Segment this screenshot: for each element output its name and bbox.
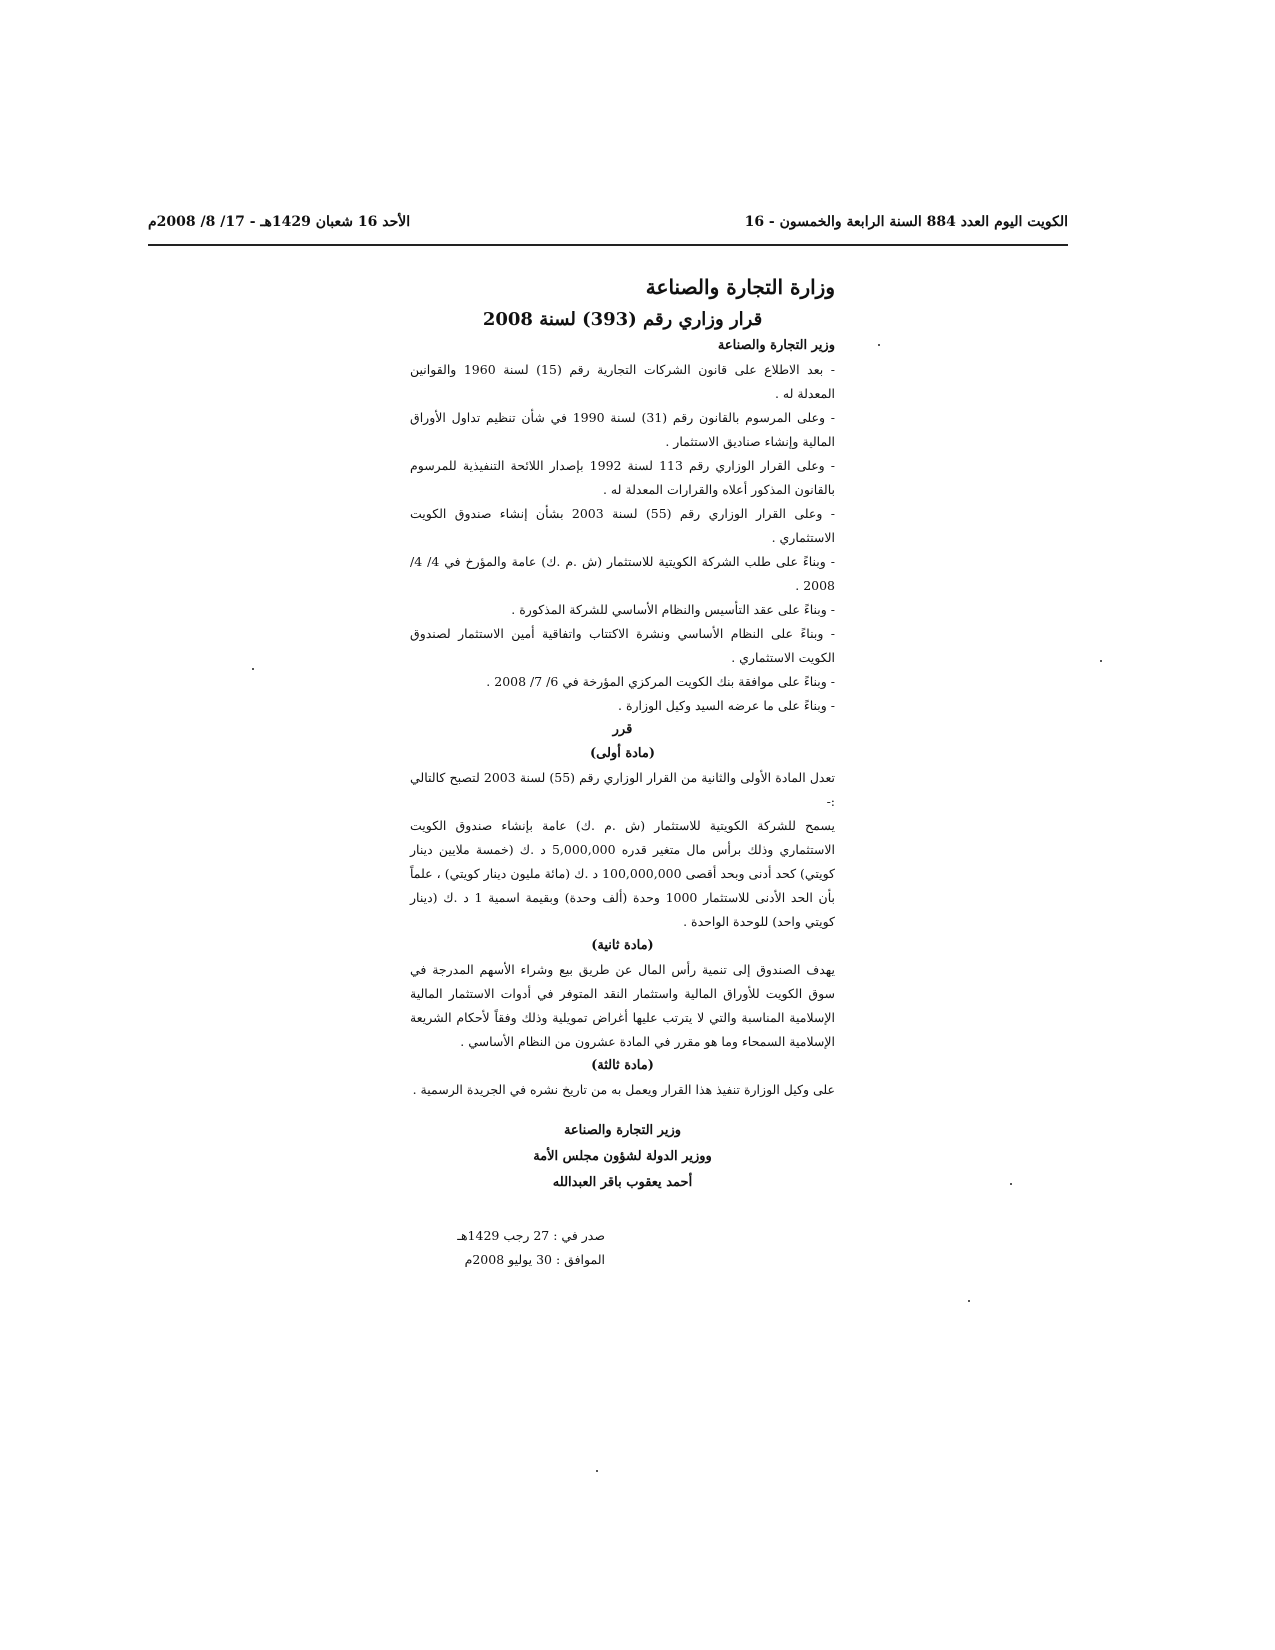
decree-title: قرار وزاري رقم (393) لسنة 2008 (482, 309, 763, 330)
preamble-item: - وبناءً على موافقة بنك الكويت المركزي المؤرخة في 6/ 7/ 2008 . (486, 674, 835, 689)
preamble-item: - وعلى القرار الوزاري رقم 113 لسنة 1992 بإصدار اللائحة التنفيذية للمرسوم بالقانون المذكور أعلاه والقرارات المعدلة له . (410, 458, 835, 497)
scan-speck (968, 1300, 970, 1302)
article3-body: على وكيل الوزارة تنفيذ هذا القرار ويعمل به من تاريخ نشره في الجريدة الرسمية . (412, 1082, 835, 1097)
article1-body: يسمح للشركة الكويتية للاستثمار (ش .م .ك) عامة بإنشاء صندوق الكويت الاستثماري وذلك برأس مال متغير قدره 5,000,000 د .ك (خمسة ملايين دينار كويتي) كحد أدنى وبحد أقصى 100,000,000 د .ك (مائة مليون دينار كويتي) ، علماً بأن الحد الأدنى للاستثمار 1000 وحدة (ألف وحدة) وبقيمة اسمية 1 د .ك (دينار كويتي واحد) للوحدة الواحدة . (410, 818, 835, 929)
article1-heading: (مادة أولى) (589, 746, 656, 761)
page-header (148, 210, 1068, 236)
preamble-item: - بعد الاطلاع على قانون الشركات التجارية رقم (15) لسنة 1960 والقوانين المعدلة له . (410, 362, 835, 401)
decree-column (410, 272, 835, 1272)
signature-line: ووزير الدولة لشؤون مجلس الأمة (533, 1149, 712, 1164)
issue-date-block (410, 1224, 835, 1272)
article1-intro: تعدل المادة الأولى والثانية من القرار الوزاري رقم (55) لسنة 2003 لتصبح كالتالي :- (410, 770, 835, 809)
scan-speck (252, 668, 254, 670)
issue-date-gregorian: الموافق : 30 يوليو 2008م (464, 1252, 605, 1267)
preamble-item: - وبناءً على النظام الأساسي ونشرة الاكتتاب واتفاقية أمين الاستثمار لصندوق الكويت الاستثماري . (410, 626, 835, 665)
header-date: الأحد 16 شعبان 1429هـ - 17/ 8/ 2008م (148, 214, 411, 230)
preamble-item: - وعلى القرار الوزاري رقم (55) لسنة 2003 بشأن إنشاء صندوق الكويت الاستثماري . (410, 506, 835, 545)
issuer-title: وزير التجارة والصناعة (717, 338, 835, 353)
scan-speck (878, 344, 880, 346)
header-rule (148, 244, 1068, 246)
signatory-name: أحمد يعقوب باقر العبدالله (552, 1175, 693, 1190)
preamble-item: - وبناءً على ما عرضه السيد وكيل الوزارة . (618, 698, 835, 713)
preamble-item: - وعلى المرسوم بالقانون رقم (31) لسنة 1990 في شأن تنظيم تداول الأوراق المالية وإنشاء صناديق الاستثمار . (410, 410, 835, 449)
header-issue-info: الكويت اليوم العدد 884 السنة الرابعة والخمسون - 16 (744, 214, 1068, 230)
signature-line: وزير التجارة والصناعة (563, 1123, 682, 1138)
ministry-name: وزارة التجارة والصناعة (645, 275, 835, 299)
decision-word: قرر (612, 722, 633, 737)
preamble-item: - وبناءً على عقد التأسيس والنظام الأساسي للشركة المذكورة . (511, 602, 835, 617)
scan-speck (1100, 660, 1102, 662)
scan-speck (1010, 1183, 1012, 1185)
preamble-item: - وبناءً على طلب الشركة الكويتية للاستثمار (ش .م .ك) عامة والمؤرخ في 4/ 4/ 2008 . (410, 554, 835, 593)
article3-heading: (مادة ثالثة) (591, 1058, 654, 1073)
article2-heading: (مادة ثانية) (591, 938, 654, 953)
issue-date-hijri: صدر في : 27 رجب 1429هـ (457, 1228, 605, 1243)
signature-block (410, 1118, 835, 1196)
scan-speck (596, 1470, 598, 1472)
article2-body: يهدف الصندوق إلى تنمية رأس المال عن طريق بيع وشراء الأسهم المدرجة في سوق الكويت للأوراق المالية واستثمار النقد المتوفر في أدوات الاستثمار المالية الإسلامية المناسبة والتي لا يترتب عليها أغراض تمويلية وذلك وفقاً لأحكام الشريعة الإسلامية السمحاء وما هو مقرر في المادة عشرون من النظام الأساسي . (410, 962, 835, 1049)
